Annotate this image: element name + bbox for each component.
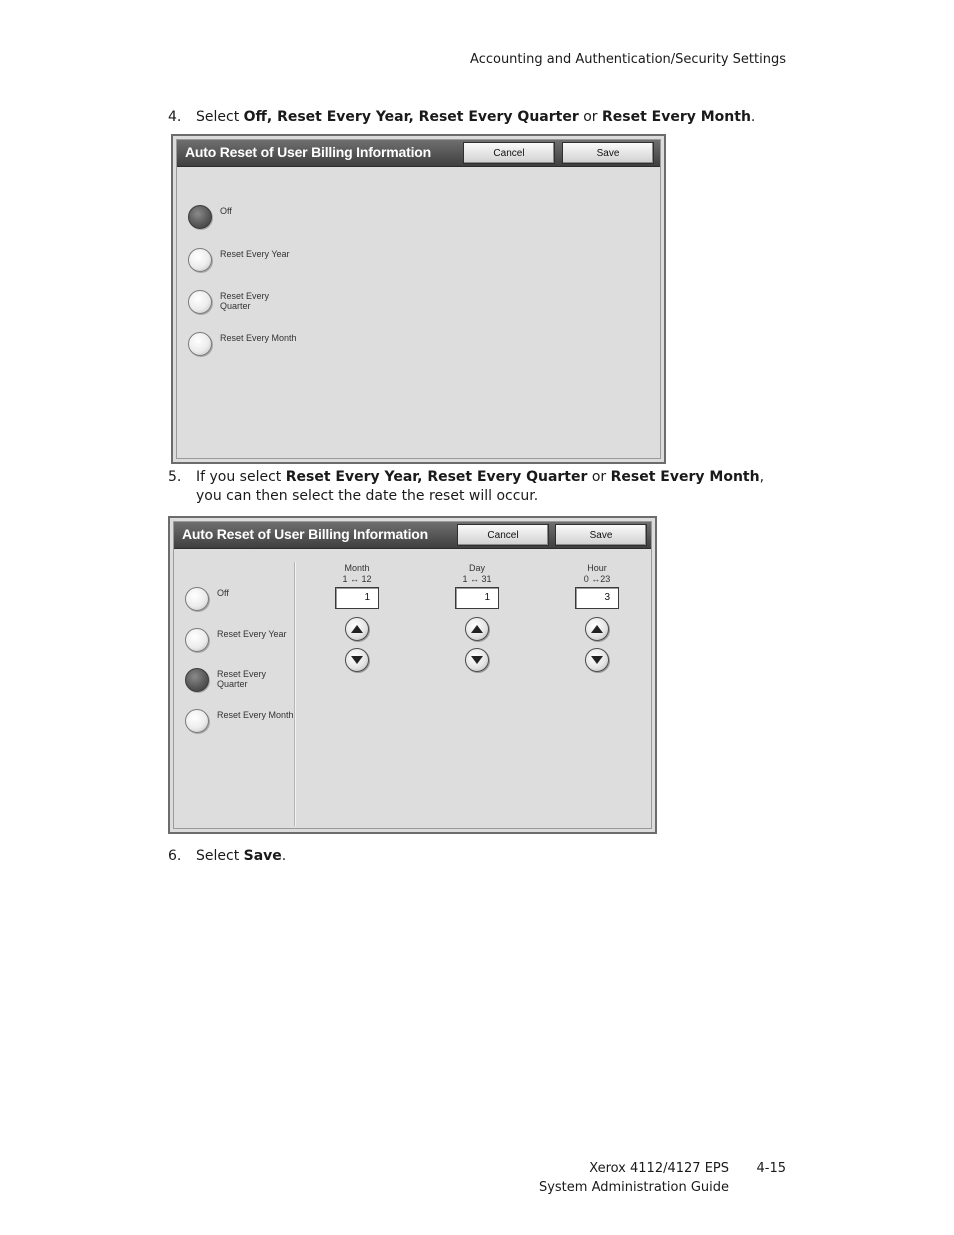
panel-divider xyxy=(294,562,296,826)
footer-page-number: 4-15 xyxy=(756,1161,786,1176)
save-button[interactable]: Save xyxy=(562,142,654,164)
field-day xyxy=(447,563,507,672)
dialog-title: Auto Reset of User Billing Information xyxy=(182,526,428,542)
hour-value-input[interactable]: 3 xyxy=(575,587,619,609)
arrow-down-icon xyxy=(351,656,363,664)
field-hour xyxy=(567,563,627,672)
dialog-auto-reset-2 xyxy=(168,516,657,834)
radio-option-reset-every-month[interactable] xyxy=(188,332,300,356)
radio-label: Reset Every Month xyxy=(217,710,294,720)
field-range: 1 ↔ 31 xyxy=(462,574,492,584)
hour-increment-button[interactable] xyxy=(585,617,609,641)
arrow-up-icon xyxy=(351,625,363,633)
radio-option-reset-every-year[interactable] xyxy=(185,628,297,652)
dialog-auto-reset-1 xyxy=(171,134,666,464)
dialog-titlebar xyxy=(174,522,651,549)
step-4 xyxy=(168,108,788,127)
radio-label: Off xyxy=(217,588,229,598)
radio-label: Reset Every Quarter xyxy=(220,291,270,311)
step-number: 4. xyxy=(168,109,182,125)
cancel-button[interactable]: Cancel xyxy=(463,142,555,164)
radio-option-reset-every-month[interactable] xyxy=(185,709,297,733)
cancel-button[interactable]: Cancel xyxy=(457,524,549,546)
step-6 xyxy=(168,847,788,866)
footer-product: Xerox 4112/4127 EPS xyxy=(589,1161,729,1176)
field-label: Day xyxy=(468,563,485,573)
radio-button[interactable] xyxy=(188,332,212,356)
step-text: Select Off, Reset Every Year, Reset Every Quarter or Reset Every Month. xyxy=(196,109,756,125)
radio-button[interactable] xyxy=(188,248,212,272)
radio-label: Reset Every Year xyxy=(217,629,287,639)
radio-option-reset-every-quarter[interactable] xyxy=(188,290,270,314)
hour-decrement-button[interactable] xyxy=(585,648,609,672)
field-label: Hour xyxy=(587,563,607,573)
field-month xyxy=(327,563,387,672)
step-5 xyxy=(168,468,788,506)
step-text: Select Save. xyxy=(196,848,287,864)
arrow-up-icon xyxy=(471,625,483,633)
radio-option-off[interactable] xyxy=(185,587,297,611)
month-increment-button[interactable] xyxy=(345,617,369,641)
arrow-down-icon xyxy=(471,656,483,664)
radio-button[interactable] xyxy=(185,587,209,611)
radio-option-reset-every-quarter[interactable] xyxy=(185,668,267,692)
radio-label: Off xyxy=(220,206,232,216)
day-increment-button[interactable] xyxy=(465,617,489,641)
radio-option-reset-every-year[interactable] xyxy=(188,248,300,272)
radio-button[interactable] xyxy=(185,628,209,652)
month-value-input[interactable]: 1 xyxy=(335,587,379,609)
arrow-down-icon xyxy=(591,656,603,664)
step-number: 5. xyxy=(168,469,182,485)
radio-label: Reset Every Quarter xyxy=(217,669,267,689)
radio-button[interactable] xyxy=(188,290,212,314)
radio-button[interactable] xyxy=(188,205,212,229)
running-header: Accounting and Authentication/Security Settings xyxy=(470,52,786,67)
radio-option-off[interactable] xyxy=(188,205,300,229)
field-range: 0 ↔23 xyxy=(583,574,611,584)
step-text: If you select Reset Every Year, Reset Every Quarter or Reset Every Month, you can then select the date the reset will occur. xyxy=(196,469,765,504)
save-button[interactable]: Save xyxy=(555,524,647,546)
month-decrement-button[interactable] xyxy=(345,648,369,672)
dialog-title: Auto Reset of User Billing Information xyxy=(185,144,431,160)
field-label: Month xyxy=(344,563,370,573)
arrow-up-icon xyxy=(591,625,603,633)
dialog-titlebar xyxy=(177,140,660,167)
radio-button[interactable] xyxy=(185,668,209,692)
day-value-input[interactable]: 1 xyxy=(455,587,499,609)
footer-product-block xyxy=(539,1159,729,1197)
radio-button[interactable] xyxy=(185,709,209,733)
footer-guide: System Administration Guide xyxy=(538,1180,729,1195)
radio-label: Reset Every Year xyxy=(220,249,290,259)
day-decrement-button[interactable] xyxy=(465,648,489,672)
radio-label: Reset Every Month xyxy=(220,333,297,343)
field-range: 1 ↔ 12 xyxy=(342,574,372,584)
step-number: 6. xyxy=(168,848,182,864)
